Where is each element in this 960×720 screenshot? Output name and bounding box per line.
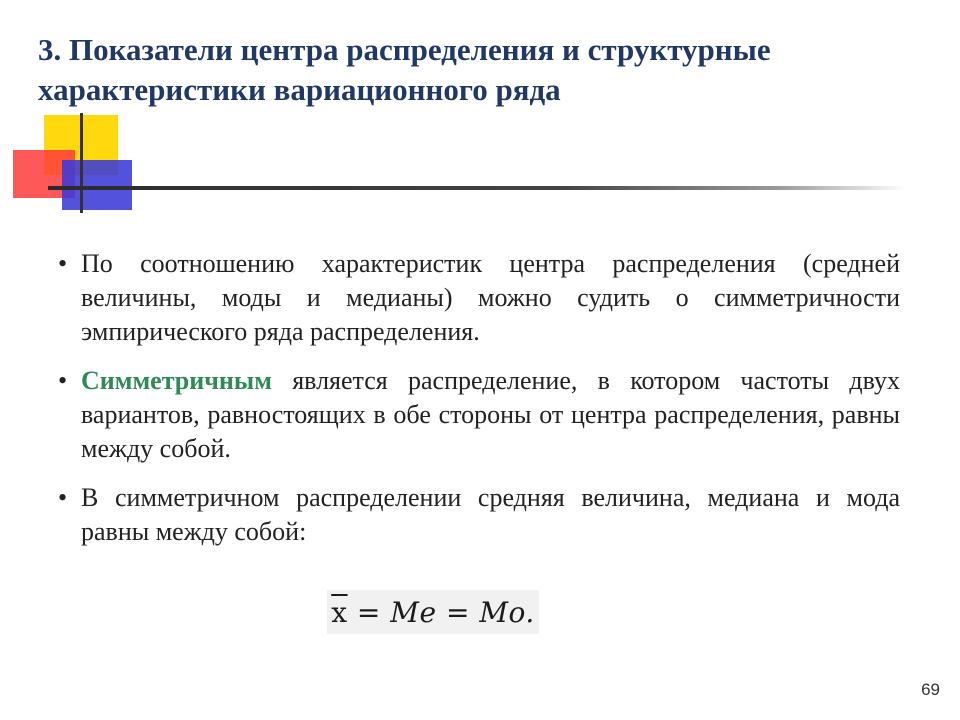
bullet-list (58, 247, 900, 564)
formula-equals: = (347, 595, 391, 629)
bullet-item (58, 247, 900, 349)
bullet-item (58, 364, 900, 466)
formula-equals: = (436, 595, 480, 629)
bullet-text-container (81, 364, 900, 466)
bullet-marker: • (58, 483, 68, 512)
bullet-text: В симметричном распределении средняя величина, медиана и мода равны между собой: (81, 483, 900, 546)
decor-blue-square (62, 160, 132, 210)
bullet-marker: • (58, 249, 68, 278)
formula-mode-symbol: Mo. (479, 595, 535, 629)
formula-median-symbol: Me (390, 595, 437, 629)
bullet-marker: • (58, 366, 68, 395)
bullet-text: является распределение, в котором частоты двух вариантов, равностоящих в обе стороны от центра распределения, равны между собой. (81, 366, 900, 463)
formula-mean-symbol: $\overline{x}$ (331, 595, 348, 629)
bullet-term: Симметричным (81, 366, 272, 395)
page-number: 69 (921, 680, 940, 699)
title-underline (48, 186, 908, 190)
formula-mean-median-mode (327, 590, 539, 634)
decor-vertical-line (80, 113, 83, 213)
bullet-item (58, 481, 900, 549)
bullet-text: По соотношению характеристик центра распределения (средней величины, моды и медианы) можно судить о симметричности эмпирического ряда распределения. (81, 249, 900, 346)
slide-title: 3. Показатели центра распределения и структурные характеристики вариационного ряда (38, 32, 771, 107)
